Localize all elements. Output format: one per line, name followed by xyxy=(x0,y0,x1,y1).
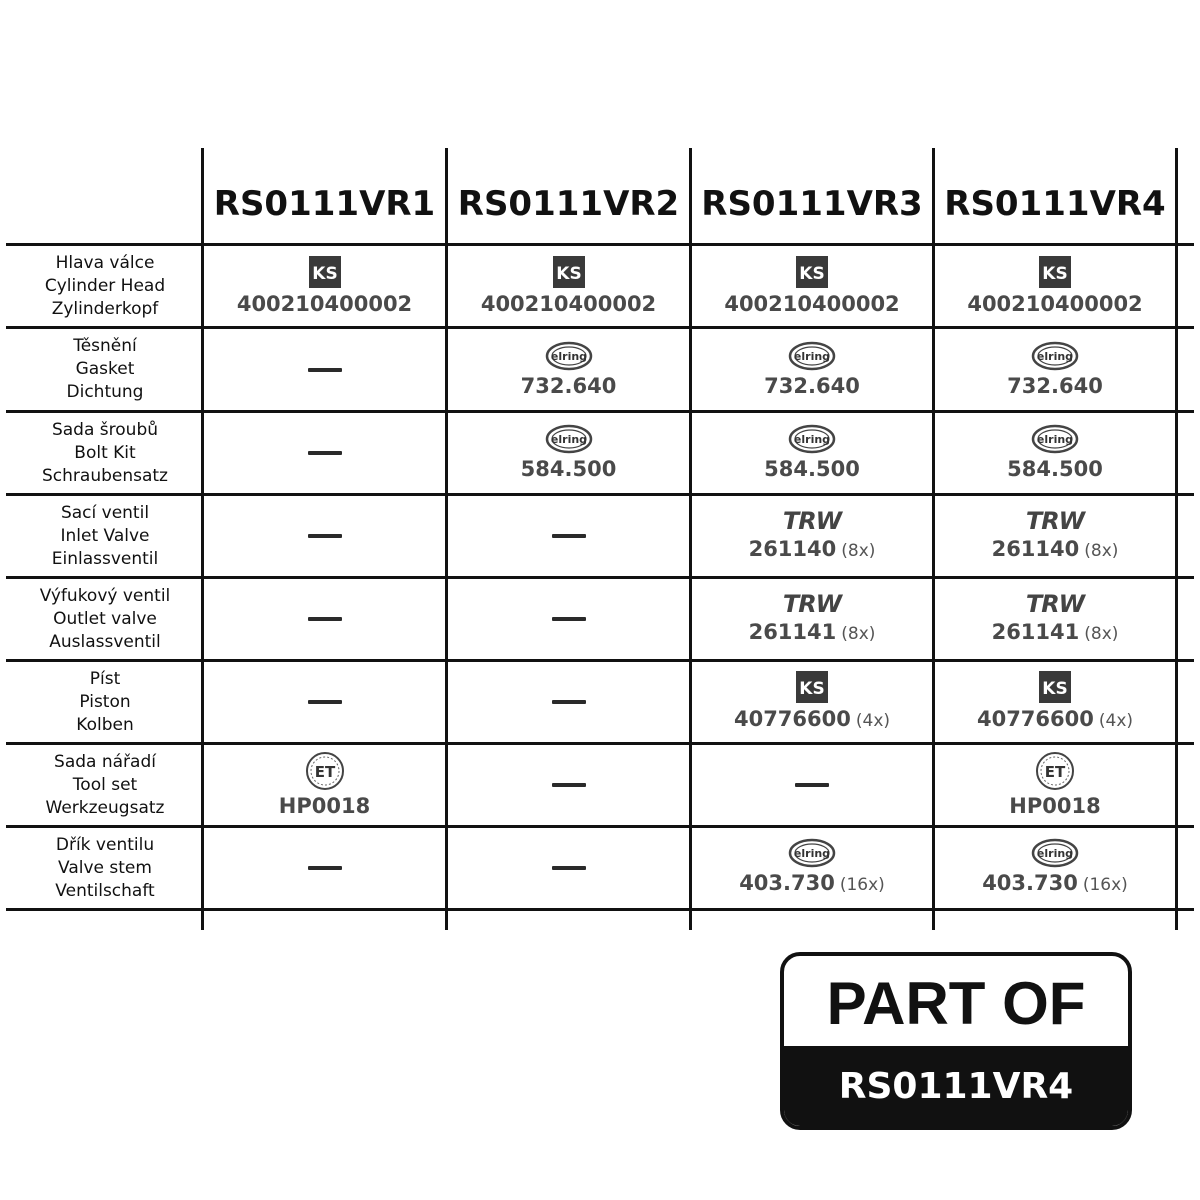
table-cell xyxy=(692,579,932,659)
trw-logo xyxy=(1020,591,1090,617)
row-label-line: Sada šroubů xyxy=(51,419,159,440)
part-number-value: 403.730 xyxy=(982,871,1078,895)
quantity: (4x) xyxy=(855,711,891,731)
table-cell xyxy=(204,828,445,908)
quantity: (16x) xyxy=(1082,875,1128,895)
row-label xyxy=(6,496,204,576)
part-of-badge xyxy=(780,952,1132,1130)
row-label-line: Těsnění xyxy=(73,336,137,356)
ks-logo xyxy=(308,255,342,289)
part-number-value: HP0018 xyxy=(1009,794,1101,818)
table-cell xyxy=(448,329,689,410)
table-cell xyxy=(448,246,689,326)
table-cell xyxy=(692,413,932,493)
row-label-line: Zylinderkopf xyxy=(51,298,159,319)
row-label-line: Gasket xyxy=(75,359,135,379)
row-label xyxy=(6,246,204,326)
badge-kit-code: RS0111VR4 xyxy=(784,1046,1128,1126)
part-number xyxy=(521,373,617,399)
table-cell xyxy=(692,329,932,410)
not-applicable-dash xyxy=(795,783,829,787)
quantity: (8x) xyxy=(841,624,876,644)
svg-text:ET: ET xyxy=(314,763,335,781)
table-cell xyxy=(448,745,689,825)
part-number xyxy=(739,870,885,898)
row-label-line: Schraubensatz xyxy=(42,465,168,486)
column-header-rs0111vr3: RS0111VR3 xyxy=(701,184,923,224)
row-label xyxy=(6,828,204,908)
row-label-line: Werkzeugsatz xyxy=(45,797,165,818)
row-label xyxy=(6,329,204,410)
part-number-value: 400210400002 xyxy=(236,292,413,316)
row-label-line: Inlet Valve xyxy=(60,525,150,546)
elring-logo xyxy=(788,424,836,454)
not-applicable-dash xyxy=(308,617,342,621)
table-cell xyxy=(204,246,445,326)
row-label-line: Výfukový ventil xyxy=(39,585,171,606)
part-number-value: 732.640 xyxy=(520,373,617,398)
part-number xyxy=(982,870,1128,898)
part-number-value: 40776600 xyxy=(733,707,851,731)
row-label-line: Kolben xyxy=(76,714,134,735)
svg-text:TRW: TRW xyxy=(1025,591,1085,617)
row-label-line: Tool set xyxy=(72,774,138,795)
badge-title: PART OF xyxy=(826,969,1086,1037)
part-number-value: 403.730 xyxy=(739,871,835,895)
table-cell xyxy=(935,745,1175,825)
row-label-line: Cylinder Head xyxy=(44,275,166,296)
table-cell xyxy=(204,329,445,410)
svg-text:elring: elring xyxy=(793,847,831,860)
elring-logo xyxy=(1031,341,1079,371)
elring-logo xyxy=(1031,838,1079,868)
row-label-line: Auslassventil xyxy=(49,631,161,652)
part-number xyxy=(521,456,617,482)
not-applicable-dash xyxy=(308,700,342,704)
row-label-line: Hlava válce xyxy=(55,252,155,273)
table-cell xyxy=(935,246,1175,326)
table-cell xyxy=(935,413,1175,493)
part-number xyxy=(734,706,890,734)
part-number xyxy=(749,619,876,647)
quantity: (8x) xyxy=(1084,624,1119,644)
svg-text:KS: KS xyxy=(1042,679,1068,699)
svg-text:TRW: TRW xyxy=(782,591,842,617)
ks-logo xyxy=(795,670,829,704)
part-number xyxy=(1007,456,1103,482)
column-divider xyxy=(1175,148,1178,930)
ks-logo xyxy=(795,255,829,289)
row-label-line: Píst xyxy=(89,668,121,689)
not-applicable-dash xyxy=(308,866,342,870)
row-label xyxy=(6,745,204,825)
not-applicable-dash xyxy=(308,368,342,372)
part-number xyxy=(764,373,860,399)
part-number xyxy=(749,536,876,564)
quantity: (4x) xyxy=(1098,711,1134,731)
trw-logo xyxy=(1020,508,1090,534)
table-cell xyxy=(204,413,445,493)
part-number-value: 261141 xyxy=(748,620,837,644)
row-label-line: Piston xyxy=(79,691,131,712)
row-label-line: Ventilschaft xyxy=(55,880,155,901)
elring-logo xyxy=(545,424,593,454)
not-applicable-dash xyxy=(552,783,586,787)
svg-text:TRW: TRW xyxy=(1025,508,1085,534)
table-cell xyxy=(204,662,445,742)
svg-text:elring: elring xyxy=(793,349,831,363)
table-cell xyxy=(935,579,1175,659)
table-cell xyxy=(448,828,689,908)
svg-text:KS: KS xyxy=(799,679,825,699)
part-number xyxy=(1009,793,1100,819)
row-label-line: Outlet valve xyxy=(53,608,157,629)
table-cell xyxy=(204,496,445,576)
table-cell xyxy=(692,662,932,742)
elring-logo xyxy=(788,341,836,371)
quantity: (8x) xyxy=(1084,541,1119,561)
table-cell xyxy=(935,329,1175,410)
part-number-value: 584.500 xyxy=(1007,457,1103,481)
quantity: (8x) xyxy=(841,541,876,561)
svg-text:elring: elring xyxy=(793,433,831,446)
et-logo xyxy=(1035,751,1075,791)
column-header-rs0111vr2: RS0111VR2 xyxy=(457,184,680,224)
part-number-value: 732.640 xyxy=(1007,373,1103,398)
table-cell xyxy=(448,413,689,493)
part-number xyxy=(724,291,899,317)
part-number-value: 261140 xyxy=(748,537,837,561)
part-number xyxy=(1007,373,1103,399)
part-number xyxy=(992,619,1119,647)
svg-text:KS: KS xyxy=(555,264,582,284)
ks-logo xyxy=(1038,255,1072,289)
trw-logo xyxy=(777,591,847,617)
column-header-rs0111vr4: RS0111VR4 xyxy=(944,184,1166,224)
table-cell xyxy=(692,745,932,825)
table-cell xyxy=(935,496,1175,576)
table-cell xyxy=(935,828,1175,908)
table-cell xyxy=(448,579,689,659)
row-divider xyxy=(6,908,1194,911)
row-label xyxy=(6,579,204,659)
part-number xyxy=(279,793,370,819)
svg-text:elring: elring xyxy=(550,349,587,363)
part-number xyxy=(237,291,412,317)
table-cell xyxy=(692,246,932,326)
table-cell xyxy=(448,662,689,742)
part-number-value: 40776600 xyxy=(976,707,1094,731)
part-number-value: 261141 xyxy=(991,620,1080,644)
quantity: (16x) xyxy=(839,875,885,895)
not-applicable-dash xyxy=(552,700,586,704)
table-cell xyxy=(204,579,445,659)
part-number-value: 400210400002 xyxy=(967,292,1143,316)
table-cell xyxy=(692,496,932,576)
part-number xyxy=(967,291,1142,317)
not-applicable-dash xyxy=(552,617,586,621)
part-number xyxy=(992,536,1119,564)
part-number-value: 261140 xyxy=(991,537,1080,561)
row-label-line: Dichtung xyxy=(66,382,144,402)
table-cell xyxy=(692,828,932,908)
row-label-line: Bolt Kit xyxy=(74,442,136,463)
not-applicable-dash xyxy=(552,534,586,538)
row-label-line: Dřík ventilu xyxy=(55,834,155,855)
table-cell xyxy=(448,496,689,576)
row-label-line: Valve stem xyxy=(58,857,152,878)
column-header-rs0111vr1: RS0111VR1 xyxy=(213,184,436,224)
not-applicable-dash xyxy=(308,451,342,455)
part-number-value: 732.640 xyxy=(764,373,860,398)
svg-text:elring: elring xyxy=(1036,433,1074,446)
part-number-value: HP0018 xyxy=(278,794,371,818)
part-number xyxy=(764,456,860,482)
svg-text:ET: ET xyxy=(1044,763,1066,781)
et-logo xyxy=(305,751,345,791)
part-number-value: 400210400002 xyxy=(724,292,900,316)
part-number xyxy=(977,706,1133,734)
row-label-line: Sací ventil xyxy=(60,502,150,523)
svg-text:KS: KS xyxy=(311,264,338,284)
svg-text:elring: elring xyxy=(1036,847,1074,860)
row-label-line: Sada nářadí xyxy=(54,751,156,772)
svg-text:elring: elring xyxy=(550,433,587,446)
part-number-value: 584.500 xyxy=(520,457,617,481)
svg-text:KS: KS xyxy=(799,264,825,284)
table-cell xyxy=(204,745,445,825)
elring-logo xyxy=(545,341,593,371)
row-label-line: Einlassventil xyxy=(51,548,159,569)
not-applicable-dash xyxy=(552,866,586,870)
table-cell xyxy=(935,662,1175,742)
row-label xyxy=(6,413,204,493)
row-label xyxy=(6,662,204,742)
elring-logo xyxy=(1031,424,1079,454)
part-number-value: 400210400002 xyxy=(480,292,657,316)
trw-logo xyxy=(777,508,847,534)
svg-text:elring: elring xyxy=(1036,349,1074,363)
elring-logo xyxy=(788,838,836,868)
ks-logo xyxy=(552,255,586,289)
svg-text:TRW: TRW xyxy=(782,508,842,534)
not-applicable-dash xyxy=(308,534,342,538)
ks-logo xyxy=(1038,670,1072,704)
part-number-value: 584.500 xyxy=(764,457,860,481)
svg-text:KS: KS xyxy=(1042,264,1068,284)
part-number xyxy=(481,291,656,317)
